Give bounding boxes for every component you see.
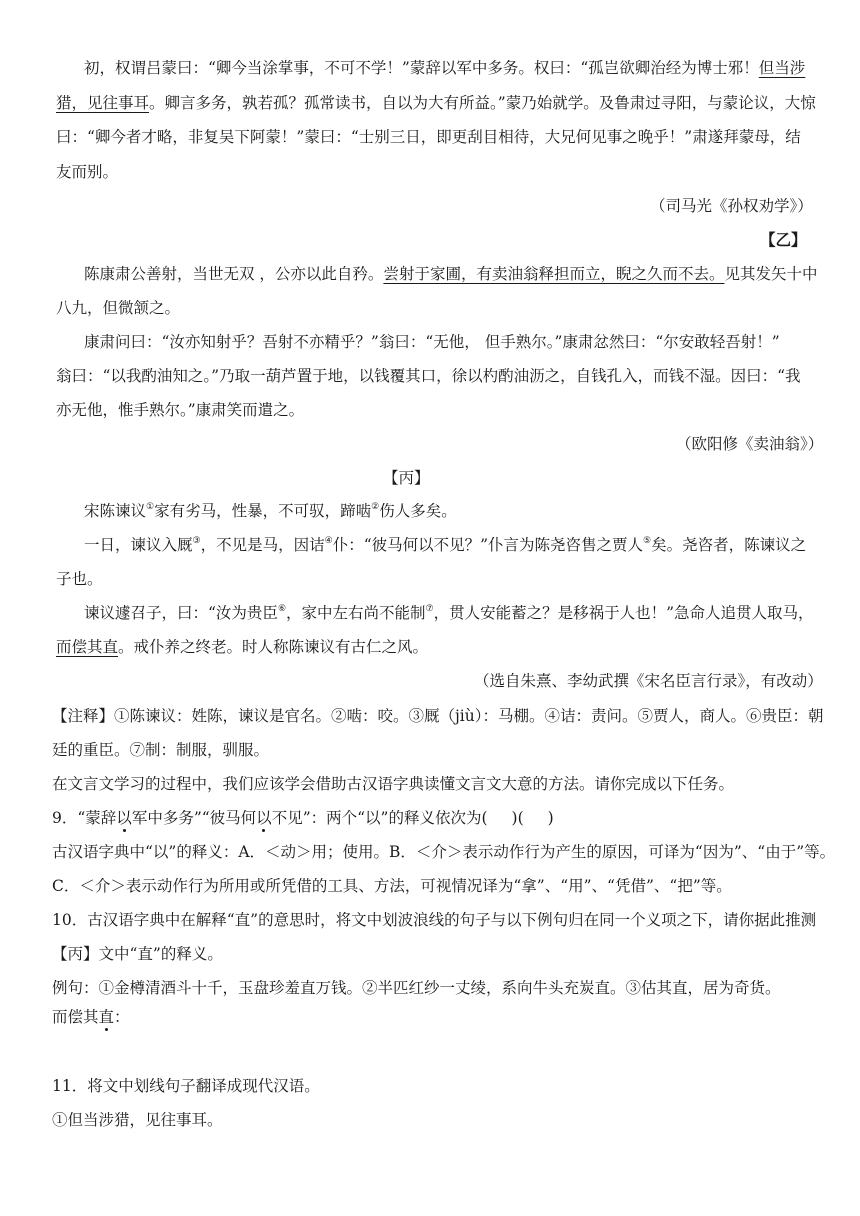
- question-10-examples: 例句：①金樽清酒斗十千，玉盘珍羞直万钱。②半匹红纱一丈绫，系向牛头充炭直。③估其直，居为奇货。: [52, 979, 781, 997]
- bing-line-1: 宋陈谏议①家有劣马，性暴，不可驭，蹄啮②伤人多矣。: [84, 501, 457, 520]
- bing-heading: 【丙】: [383, 469, 430, 487]
- jia-line-3: 曰：“卿今者才略，非复吴下阿蒙！”蒙曰：“士别三日，即更刮目相待，大兄何见事之晚乎！”肃遂拜蒙母，结: [56, 128, 801, 146]
- underlined-sentence: 猎，见往事耳: [56, 94, 150, 112]
- jia-source: （司马光《孙权劝学》）: [650, 197, 813, 215]
- question-10-answer-area[interactable]: [120, 1006, 720, 1058]
- notes-line-1: 【注释】①陈谏议：姓陈，谏议是官名。②啮：咬。③厩（jiù）：马棚。④诘：责问。⑤贾人，商人。⑥贵臣：朝: [52, 707, 824, 725]
- question-9-definitions-1: 古汉语字典中“以”的释义：A．＜动＞用；使用。B．＜介＞表示动作行为产生的原因，可译为“因为”、“由于”等。: [52, 843, 836, 861]
- yi-source: （欧阳修《卖油翁》）: [676, 435, 824, 453]
- emphasis-dot-char: 以: [116, 809, 132, 827]
- bing-line-3: 子也。: [56, 570, 103, 588]
- yi-line-4: 翁曰：“以我酌油知之。”乃取一葫芦置于地，以钱覆其口，徐以杓酌油沥之，自钱孔入，而钱不湿。因曰：“我: [56, 367, 801, 385]
- emphasis-dot-char: 直: [98, 1008, 115, 1026]
- yi-line-2: 八九，但微颔之。: [56, 299, 181, 317]
- jia-line-2: 猎，见往事耳。卿言多务，孰若孤？孤常读书，自以为大有所益。”蒙乃始就学。及鲁肃过寻阳，与蒙论议，大惊: [56, 94, 816, 112]
- bing-line-5: 而偿其直。戒仆养之终老。时人称陈谏议有古仁之风。: [56, 638, 429, 656]
- question-10-line-1: 10．古汉语字典中在解释“直”的意思时，将文中划波浪线的句子与以下例句归在同一个义项之下，请你据此推测: [52, 911, 817, 929]
- emphasis-dot-char: 以: [256, 809, 272, 827]
- question-11-line-1: 11．将文中划线句子翻译成现代汉语。: [52, 1077, 320, 1095]
- underlined-sentence: 但当涉: [758, 59, 806, 77]
- notes-line-2: 廷的重臣。⑦制：制服，驯服。: [52, 741, 270, 759]
- task-intro: 在文言文学习的过程中，我们应该学会借助古汉语字典读懂文言文大意的方法。请你完成以下任务。: [52, 775, 735, 793]
- question-10-answer: 而偿其直：: [52, 1008, 130, 1026]
- yi-line-1: 陈康肃公善射，当世无双 ，公亦以此自矜。尝射于家圃，有卖油翁释担而立，睨之久而不去。见其发矢十中: [84, 265, 818, 283]
- jia-line-1: 初，权谓吕蒙曰：“卿今当涂掌事，不可不学！”蒙辞以军中多务。权曰：“孤岂欲卿治经为博士邪！但当涉: [84, 59, 806, 77]
- yi-line-3: 康肃问曰：“汝亦知射乎？吾射不亦精乎？”翁曰：“无他， 但手熟尔。”康肃忿然曰：“尔安敢轻吾射！”: [84, 333, 780, 351]
- question-10-line-2: 【丙】文中“直”的释义。: [52, 945, 223, 963]
- bing-line-2: 一日，谏议入厩③，不见是马，因诘④仆：“彼马何以不见？”仆言为陈尧咨售之贾人⑤矣。尧咨者，陈谏议之: [84, 535, 807, 554]
- underlined-sentence: 尝射于家圃，有卖油翁释担而立，睨之久而不去。: [383, 265, 725, 283]
- jia-line-4: 友而别。: [56, 163, 119, 181]
- question-9: 9．“蒙辞以军中多务”“彼马何以不见”：两个“以”的释义依次为( )( ): [52, 809, 554, 827]
- wavy-underlined-sentence: 而偿其直: [56, 638, 119, 656]
- question-9-definitions-2: C．＜介＞表示动作行为所用或所凭借的工具、方法，可视情况译为“拿”、“用”、“凭借”、“把”等。: [52, 877, 732, 895]
- bing-source: （选自朱熹、李幼武撰《宋名臣言行录》，有改动）: [474, 672, 823, 690]
- question-11-item-1: ①但当涉猎，见往事耳。: [52, 1111, 223, 1129]
- yi-line-5: 亦无他，惟手熟尔。”康肃笑而遣之。: [56, 401, 305, 419]
- yi-heading: 【乙】: [760, 230, 807, 249]
- bing-line-4: 谏议遽召子，曰：“汝为贵臣⑥，家中左右尚不能制⑦，贯人安能蓄之？是移祸于人也！”急命人追贯人取马，: [84, 603, 814, 622]
